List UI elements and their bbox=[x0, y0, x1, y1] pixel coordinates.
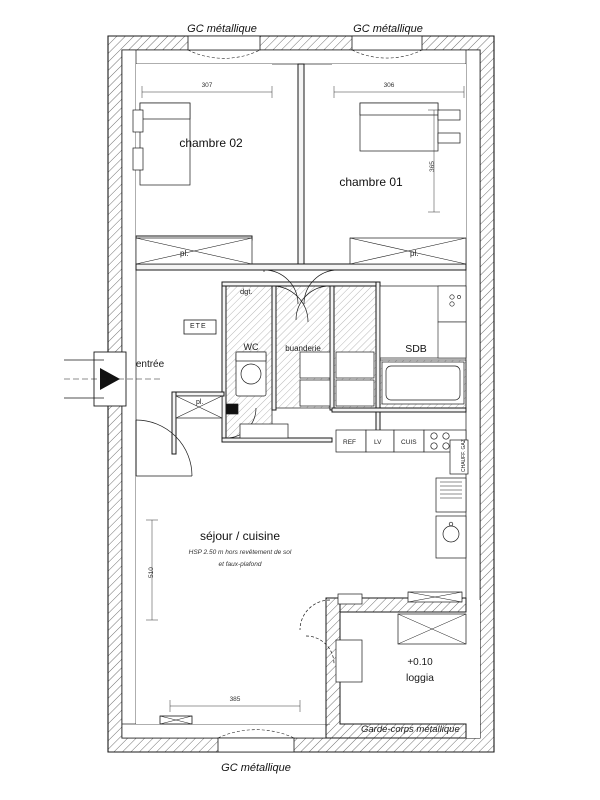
furniture-bathtub bbox=[382, 362, 464, 404]
label-ete: ETE bbox=[190, 323, 207, 330]
closet-right bbox=[350, 238, 466, 264]
label-gc-metallique-top-left: GC métallique bbox=[187, 23, 257, 35]
label-placard-right: pl. bbox=[410, 249, 419, 258]
label-ref: REF bbox=[343, 439, 356, 446]
hall-units bbox=[240, 424, 288, 438]
dimension-chambre01-width: 306 bbox=[383, 82, 395, 89]
room-wc bbox=[236, 352, 266, 396]
room-label-wc: WC bbox=[243, 342, 259, 352]
room-loggia bbox=[326, 592, 480, 738]
room-label-chambre-02: chambre 02 bbox=[179, 136, 243, 150]
kitchen-units bbox=[336, 430, 468, 558]
label-placard-left: pl. bbox=[180, 249, 189, 258]
closet-left bbox=[136, 238, 252, 264]
room-chambre-02 bbox=[133, 64, 272, 264]
note-hsp-line2: et faux-plafond bbox=[218, 561, 262, 568]
room-label-buanderie: buanderie bbox=[285, 344, 321, 353]
label-loggia-level: +0.10 bbox=[407, 657, 433, 668]
dimension-chambre02-width: 307 bbox=[201, 82, 213, 89]
label-dgt: dgt. bbox=[240, 287, 253, 296]
dimension-sejour-width: 385 bbox=[229, 696, 241, 703]
dimension-chambre01-depth: 365 bbox=[429, 161, 436, 172]
room-label-chambre-01: chambre 01 bbox=[339, 175, 403, 189]
label-chauff-gaz: CHAUFF. GAZ bbox=[461, 439, 467, 472]
note-hsp-line1: HSP 2.50 m hors revêtement de sol bbox=[188, 549, 292, 556]
dimension-sejour-depth: 510 bbox=[148, 567, 155, 578]
label-garde-corps-metallique: Garde-corps métallique bbox=[361, 724, 460, 735]
misc-fittings bbox=[226, 404, 238, 414]
label-lv: LV bbox=[374, 439, 382, 446]
label-cuis: CUIS bbox=[401, 439, 417, 446]
room-sejour-cuisine bbox=[136, 456, 336, 724]
room-label-sdb: SDB bbox=[405, 343, 427, 355]
label-gc-metallique-bottom: GC métallique bbox=[221, 762, 291, 774]
room-label-entree: entrée bbox=[135, 359, 165, 370]
room-label-loggia: loggia bbox=[405, 672, 435, 684]
label-placard-entree: pl. bbox=[196, 399, 204, 406]
label-gc-metallique-top-right: GC métallique bbox=[353, 23, 423, 35]
room-chambre-01 bbox=[332, 64, 466, 264]
room-label-sejour-cuisine: séjour / cuisine bbox=[199, 529, 281, 543]
